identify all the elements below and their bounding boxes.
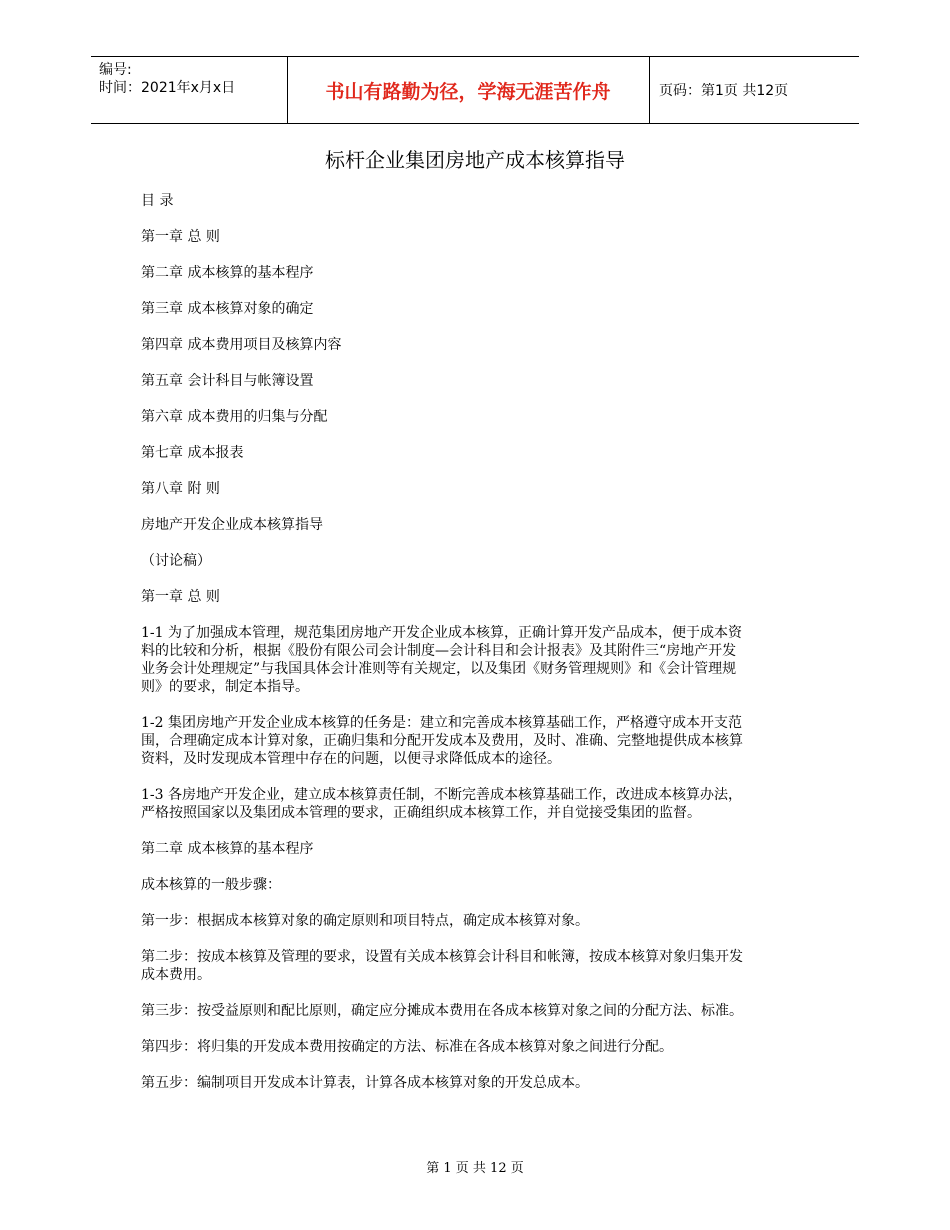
toc-item: 第四章 成本费用项目及核算内容 [141, 337, 342, 353]
toc-item: 第六章 成本费用的归集与分配 [141, 409, 328, 425]
paragraph-line: 第五步：编制项目开发成本计算表，计算各成本核算对象的开发总成本。 [141, 1075, 589, 1091]
header-page-info: 页码：第1页 共12页 [659, 83, 789, 99]
step-3 [141, 1002, 811, 1020]
toc-item: 第七章 成本报表 [141, 445, 244, 461]
paragraph-line: 1-3 各房地产开发企业，建立成本核算责任制，不断完善成本核算基础工作，改进成本核算办法， [141, 787, 742, 803]
chapter-heading: 第二章 成本核算的基本程序 [141, 841, 314, 857]
document-title: 标杆企业集团房地产成本核算指导 [325, 148, 625, 172]
step-2 [141, 948, 811, 984]
paragraph-line: 1-1 为了加强成本管理，规范集团房地产开发企业成本核算，正确计算开发产品成本，便于成本资 [141, 625, 742, 641]
steps-intro: 成本核算的一般步骤： [141, 877, 281, 893]
paragraph-line: 第二步：按成本核算及管理的要求，设置有关成本核算会计科目和帐簿，按成本核算对象归集开发 [141, 949, 743, 965]
paragraph-line: 严格按照国家以及集团成本管理的要求，正确组织成本核算工作，并自觉接受集团的监督。 [141, 805, 701, 821]
paragraph-line: 第一步：根据成本核算对象的确定原则和项目特点，确定成本核算对象。 [141, 913, 589, 929]
header-divider-right [649, 57, 650, 123]
paragraph-line: 成本费用。 [141, 967, 211, 983]
step-1 [141, 912, 811, 930]
page-footer: 第 1 页 共 12 页 [426, 1161, 524, 1176]
toc-item: 第五章 会计科目与帐簿设置 [141, 373, 314, 389]
document-number-label: 编号: [99, 62, 132, 78]
paragraph-line: 围，合理确定成本计算对象，正确归集和分配开发成本及费用，及时、准确、完整地提供成本核算 [141, 733, 743, 749]
header-meta [99, 61, 235, 97]
toc-item: 第八章 附 则 [141, 481, 220, 497]
paragraph-line: 第三步：按受益原则和配比原则，确定应分摊成本费用在各成本核算对象之间的分配方法、标准。 [141, 1003, 743, 1019]
step-4 [141, 1038, 811, 1056]
page-header [91, 56, 859, 124]
chapter-heading: 第一章 总 则 [141, 589, 220, 605]
document-body [141, 192, 811, 1092]
paragraph-1-2 [141, 714, 811, 768]
paragraph-line: 则》的要求，制定本指导。 [141, 679, 309, 695]
paragraph-line: 料的比较和分析，根据《股份有限公司会计制度—会计科目和会计报表》及其附件三“房地产开发 [141, 643, 737, 659]
paragraph-line: 1-2 集团房地产开发企业成本核算的任务是：建立和完善成本核算基础工作，严格遵守成本开支范 [141, 715, 742, 731]
paragraph-line: 资料，及时发现成本管理中存在的问题，以便寻求降低成本的途径。 [141, 751, 561, 767]
paragraph-1-1 [141, 624, 811, 696]
toc-item: 第二章 成本核算的基本程序 [141, 265, 314, 281]
toc-item: 第一章 总 则 [141, 229, 220, 245]
toc-item: 第三章 成本核算对象的确定 [141, 301, 314, 317]
header-motto: 书山有路勤为径，学海无涯苦作舟 [325, 80, 611, 103]
document-time-label: 时间：2021年x月x日 [99, 80, 236, 96]
draft-note: （讨论稿） [141, 553, 211, 569]
paragraph-1-3 [141, 786, 811, 822]
paragraph-line: 业务会计处理规定”与我国具体会计准则等有关规定，以及集团《财务管理规则》和《会计管理规 [141, 661, 737, 677]
document-subtitle: 房地产开发企业成本核算指导 [141, 517, 323, 533]
step-5 [141, 1074, 811, 1092]
toc-heading: 目 录 [141, 193, 174, 209]
paragraph-line: 第四步：将归集的开发成本费用按确定的方法、标准在各成本核算对象之间进行分配。 [141, 1039, 673, 1055]
